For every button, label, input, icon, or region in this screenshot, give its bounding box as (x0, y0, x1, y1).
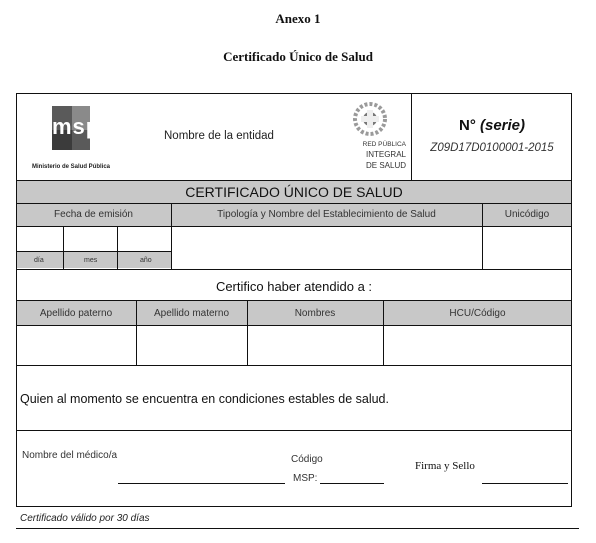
validity-note: Certificado válido por 30 días (20, 513, 150, 524)
form-title: CERTIFICADO ÚNICO DE SALUD (185, 184, 403, 200)
title-band-top (16, 180, 572, 181)
red-salud-emblem (350, 98, 390, 140)
serial-code: Z09D17D0100001-2015 (430, 142, 554, 154)
msp-code-line (320, 483, 384, 484)
entity-name-label: Nombre de la entidad (164, 130, 274, 142)
hcu-field[interactable] (384, 326, 571, 364)
serial-divider (411, 93, 412, 180)
surname-mother-field[interactable] (137, 326, 247, 364)
establishment-header: Tipología y Nombre del Establecimiento de Salud (217, 209, 436, 220)
date-sub-divider-2 (117, 251, 118, 269)
date-sub-divider-1 (63, 251, 64, 269)
doctor-name-field[interactable] (118, 466, 285, 483)
doctor-name-label: Nombre del médico/a (22, 450, 118, 461)
attended-top (16, 269, 572, 270)
red-salud-line1: RED PÚBLICA (362, 141, 406, 148)
surname-father-header: Apellido paterno (39, 308, 113, 319)
serial-italic: (serie) (479, 117, 526, 134)
serial-prefix: N° (458, 117, 480, 134)
hcu-header: HCU/Código (449, 308, 506, 319)
msp-code-label-line1: Código (291, 454, 323, 465)
signature-seal-label: Firma y Sello (415, 460, 475, 472)
month-field[interactable] (64, 227, 117, 251)
red-salud-logo (344, 98, 408, 178)
serial-number-label (412, 118, 572, 133)
doctor-name-line (118, 483, 285, 484)
red-salud-line2: INTEGRAL (365, 150, 406, 159)
surname-mother-header: Apellido materno (153, 308, 230, 319)
surname-father-field[interactable] (17, 326, 136, 364)
emission-date-header: Fecha de emisión (54, 209, 133, 220)
msp-code-label-line2: MSP: (293, 473, 318, 484)
annex-label: Anexo 1 (275, 11, 321, 26)
document-subtitle: Certificado Único de Salud (223, 49, 373, 64)
msp-caption: Ministerio de Salud Pública (32, 164, 111, 170)
unicode-field[interactable] (483, 227, 571, 269)
msp-letters: msp (52, 114, 101, 139)
date-year-label: año (140, 257, 152, 264)
unicode-header: Unicódigo (504, 209, 550, 220)
statement-top (16, 365, 572, 366)
msp-logo (30, 102, 120, 172)
msp-code-field[interactable] (320, 466, 384, 483)
names-field[interactable] (248, 326, 383, 364)
year-field[interactable] (118, 227, 171, 251)
red-salud-line3: DE SALUD (365, 161, 406, 170)
date-month-label: mes (84, 257, 98, 264)
signature-field[interactable] (482, 458, 568, 483)
statement-bottom (16, 430, 572, 431)
day-field[interactable] (17, 227, 63, 251)
health-statement: Quien al momento se encuentra en condiciones estables de salud. (20, 392, 389, 406)
names-header: Nombres (294, 308, 336, 319)
establishment-field[interactable] (172, 227, 482, 269)
signature-line (482, 483, 568, 484)
date-day-label: día (34, 257, 44, 264)
attended-label: Certifico haber atendido a : (215, 279, 373, 294)
footer-rule (16, 528, 579, 529)
